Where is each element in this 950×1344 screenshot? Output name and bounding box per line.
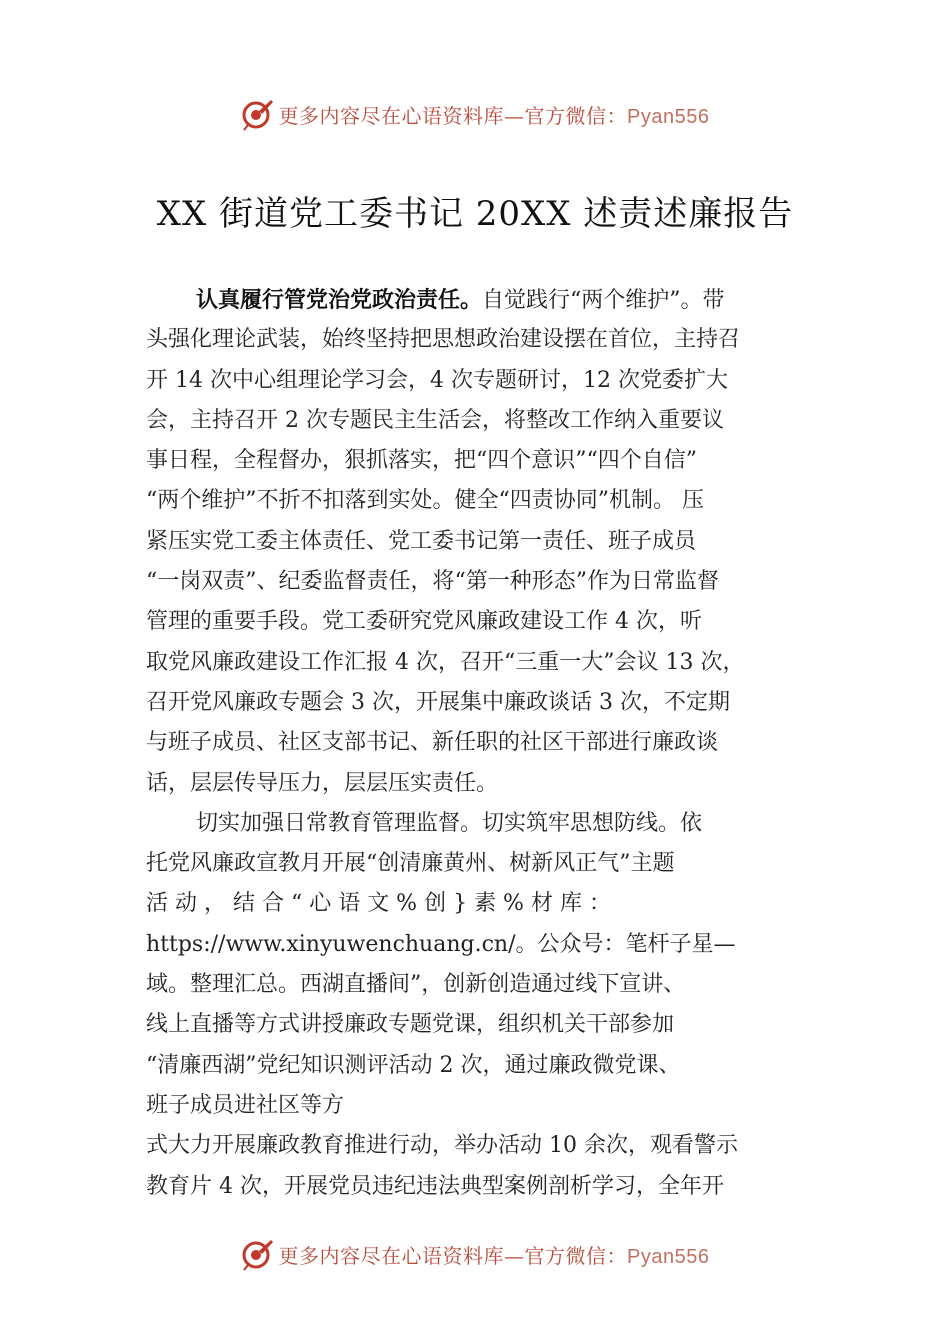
text-line: 认真履行管党治党政治责任。自觉践行“两个维护”。带 bbox=[196, 287, 725, 313]
text-line: 活 动 ， 结 合 “ 心 语 文 % 创 } 素 % 材 库 ： bbox=[146, 891, 611, 917]
text-line: 事日程，全程督办，狠抓落实，把“四个意识”“四个自信” bbox=[146, 448, 697, 474]
text-line: 线上直播等方式讲授廉政专题党课，组织机关干部参加 bbox=[146, 1012, 675, 1038]
text-line: “清廉西湖”党纪知识测评活动 2 次，通过廉政微党课、 bbox=[146, 1052, 681, 1078]
document-body bbox=[146, 280, 810, 1207]
text-line: 话，层层传导压力，层层压实责任。 bbox=[146, 770, 499, 796]
text-line: 召开党风廉政专题会 3 次，开展集中廉政谈话 3 次，不定期 bbox=[146, 689, 730, 715]
text-line: 与班子成员、社区支部书记、新任职的社区干部进行廉政谈 bbox=[146, 730, 719, 756]
text-line: 开 14 次中心组理论学习会，4 次专题研讨，12 次党委扩大 bbox=[146, 367, 728, 393]
pen-nib-logo-icon bbox=[241, 1237, 275, 1271]
text-line: https://www.xinyuwenchuang.cn/。公众号：笔杆子星— bbox=[146, 931, 736, 957]
text-line: 切实加强日常教育管理监督。切实筑牢思想防线。依 bbox=[196, 810, 703, 836]
text-line: 教育片 4 次，开展党员违纪违法典型案例剖析学习，全年开 bbox=[146, 1173, 724, 1199]
paragraph-2 bbox=[146, 804, 810, 1207]
text-line: 班子成员进社区等方 bbox=[146, 1092, 345, 1118]
paragraph-lead: 认真履行管党治党政治责任。 bbox=[196, 287, 483, 313]
text-line: 紧压实党工委主体责任、党工委书记第一责任、班子成员 bbox=[146, 528, 697, 554]
text-line: “两个维护”不折不扣落到实处。健全“四责协同”机制。 压 bbox=[146, 488, 704, 514]
text-line: 取党风廉政建设工作汇报 4 次，召开“三重一大”会议 13 次， bbox=[146, 649, 745, 675]
wechat-id: Pyan556 bbox=[627, 1245, 710, 1268]
text-line: 管理的重要手段。党工委研究党风廉政建设工作 4 次，听 bbox=[146, 609, 702, 635]
banner-text bbox=[279, 100, 710, 129]
text-line: 托党风廉政宣教月开展“创清廉黄州、树新风正气”主题 bbox=[146, 851, 675, 877]
text-line: 域。整理汇总。西湖直播间”，创新创造通过线下宣讲、 bbox=[146, 972, 686, 998]
text-line: “一岗双责”、纪委监督责任，将“第一种形态”作为日常监督 bbox=[146, 569, 719, 595]
header-banner bbox=[0, 92, 950, 136]
pen-nib-logo-icon bbox=[241, 97, 275, 131]
banner-label: 更多内容尽在心语资料库—官方微信： bbox=[278, 103, 628, 128]
banner-text bbox=[279, 1240, 710, 1269]
text-line: 会，主持召开 2 次专题民主生活会，将整改工作纳入重要议 bbox=[146, 407, 724, 433]
banner-label: 更多内容尽在心语资料库—官方微信： bbox=[278, 1243, 628, 1268]
text-line: 头强化理论武装，始终坚持把思想政治建设摆在首位，主持召 bbox=[146, 327, 741, 353]
paragraph-1 bbox=[146, 280, 810, 804]
page-title: XX 街道党工委书记 20XX 述责述廉报告 bbox=[156, 194, 794, 234]
wechat-id: Pyan556 bbox=[627, 105, 710, 128]
text-line: 式大力开展廉政教育推进行动，举办活动 10 余次，观看警示 bbox=[146, 1133, 738, 1159]
footer-banner bbox=[0, 1232, 950, 1276]
